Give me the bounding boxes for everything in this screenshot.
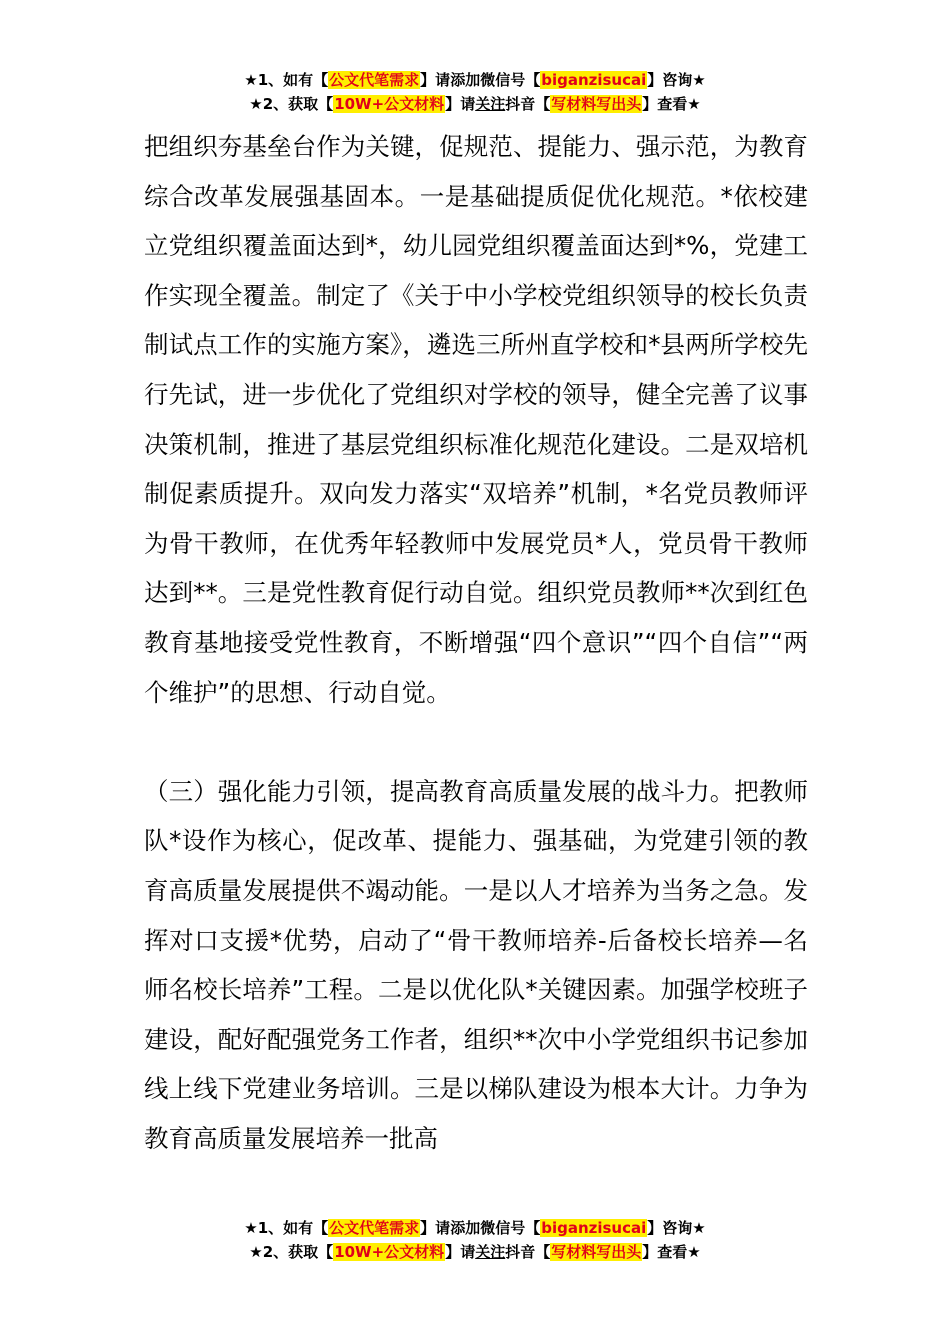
header-line2-prefix: ★2、获取【 [249, 95, 334, 113]
header-banner-line-1 [0, 68, 950, 92]
footer-banner-line-1 [0, 1216, 950, 1240]
header-line1-prefix: ★1、如有【 [244, 71, 329, 89]
footer-line2-mid2: 抖音【 [505, 1243, 551, 1261]
footer-line1-prefix: ★1、如有【 [244, 1219, 329, 1237]
document-body [144, 122, 808, 1163]
header-line1-suffix: 】咨询★ [647, 71, 706, 89]
footer-banner-line-2 [0, 1240, 950, 1264]
body-paragraph-1: 把组织夯基垒台作为关键，促规范、提能力、强示范，为教育综合改革发展强基固本。一是基础提质促优化规范。*依校建立党组织覆盖面达到*，幼儿园党组织覆盖面达到*%，党建工作实现全覆盖。制定了《关于中小学校党组织领导的校长负责制试点工作的实施方案》，遴选三所州直学校和*县两所学校先行先试，进一步优化了党组织对学校的领导，健全完善了议事决策机制，推进了基层党组织标准化规范化建设。二是双培机制促素质提升。双向发力落实“双培养”机制，*名党员教师评为骨干教师，在优秀年轻教师中发展党员*人，党员骨干教师达到**。三是党性教育促行动自觉。组织党员教师**次到红色教育基地接受党性教育，不断增强“四个意识”“四个自信”“两个维护”的思想、行动自觉。 [144, 132, 808, 707]
header-line1-emph: 添加 [450, 71, 481, 89]
footer-line1-highlight-service: 公文代笔需求 [329, 1219, 420, 1237]
footer-banner [0, 1216, 950, 1264]
footer-line1-highlight-wechat-id: biganzisucai [541, 1219, 647, 1237]
header-line2-mid2: 抖音【 [505, 95, 551, 113]
paragraph-spacer [144, 717, 808, 767]
footer-line2-suffix: 】查看★ [642, 1243, 701, 1261]
header-line2-emph: 关注 [475, 95, 506, 113]
header-line1-mid1: 】请 [420, 71, 451, 89]
header-line1-mid2: 微信号【 [480, 71, 541, 89]
footer-line2-highlight-douyin: 写材料写出头 [551, 1243, 642, 1261]
footer-line2-prefix: ★2、获取【 [249, 1243, 334, 1261]
header-banner-line-2 [0, 92, 950, 116]
footer-line1-emph: 添加 [450, 1219, 481, 1237]
header-line2-suffix: 】查看★ [642, 95, 701, 113]
header-line1-highlight-service: 公文代笔需求 [329, 71, 420, 89]
footer-line2-highlight-materials: 10W+公文材料 [334, 1243, 445, 1261]
footer-line2-mid1: 】请 [445, 1243, 476, 1261]
footer-line1-mid1: 】请 [420, 1219, 451, 1237]
footer-line2-emph: 关注 [475, 1243, 506, 1261]
header-line1-highlight-wechat-id: biganzisucai [541, 71, 647, 89]
body-paragraph-2: （三）强化能力引领，提高教育高质量发展的战斗力。把教师队*设作为核心，促改革、提能力、强基础，为党建引领的教育高质量发展提供不竭动能。一是以人才培养为当务之急。发挥对口支援*优势，启动了“骨干教师培养-后备校长培养—名师名校长培养”工程。二是以优化队*关键因素。加强学校班子建设，配好配强党务工作者，组织**次中小学党组织书记参加线上线下党建业务培训。三是以梯队建设为根本大计。力争为教育高质量发展培养一批高 [144, 776, 808, 1153]
footer-line1-suffix: 】咨询★ [647, 1219, 706, 1237]
header-banner [0, 68, 950, 116]
header-line2-mid1: 】请 [445, 95, 476, 113]
header-line2-highlight-materials: 10W+公文材料 [334, 95, 445, 113]
header-line2-highlight-douyin: 写材料写出头 [551, 95, 642, 113]
footer-line1-mid2: 微信号【 [480, 1219, 541, 1237]
